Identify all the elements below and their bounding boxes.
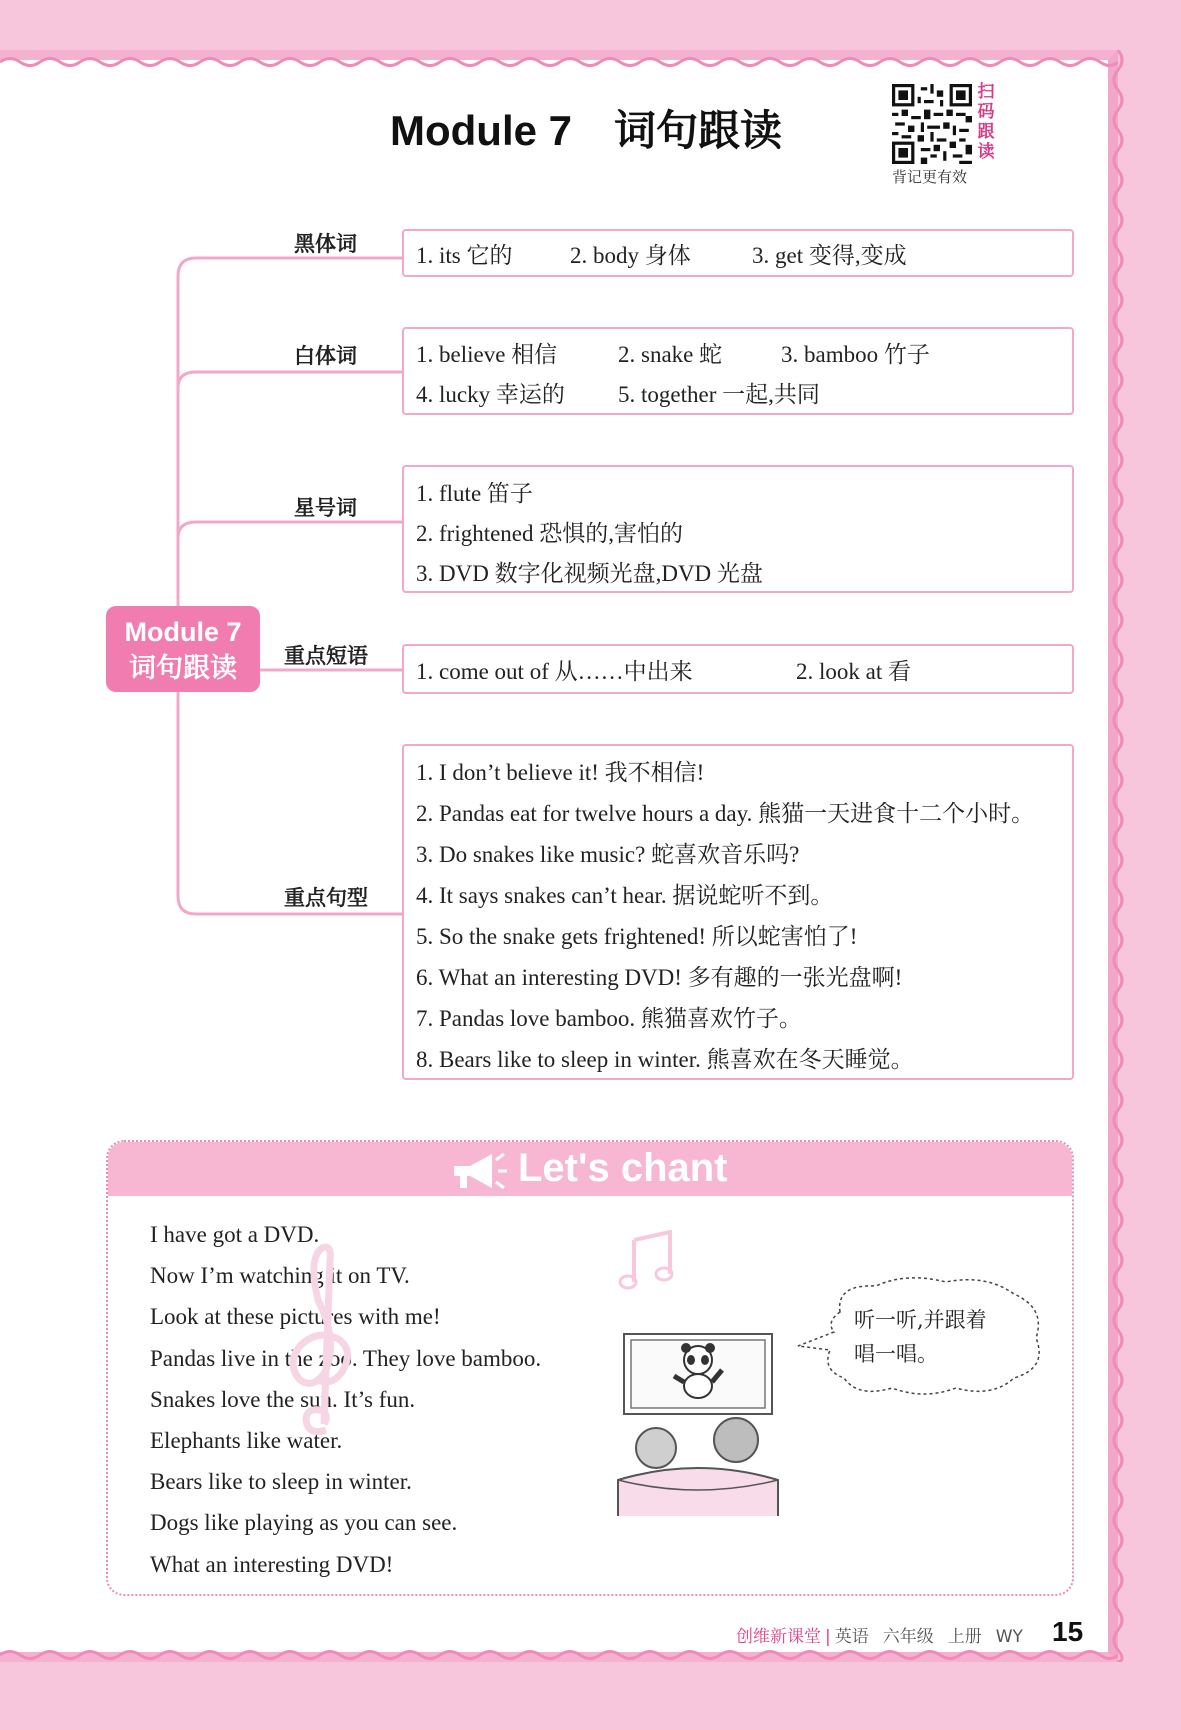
chant-line: Bears like to sleep in winter. (150, 1469, 412, 1495)
footer-subject: 英语 (834, 1627, 869, 1647)
word-item: 3. get 变得,变成 (752, 242, 907, 268)
plain-words-row (416, 372, 1060, 412)
word-item: 2. body 身体 (570, 242, 691, 268)
bubble-line: 听一听,并跟着 (854, 1308, 987, 1332)
bubble-line: 唱一唱。 (854, 1342, 938, 1366)
word-item: 2. snake 蛇 (618, 341, 723, 367)
mindmap-center (106, 606, 260, 692)
sentence-item: 2. Pandas eat for twelve hours a day. 熊猫一天进食十二个小时。 (416, 801, 1035, 826)
treble-clef-icon (278, 1240, 368, 1440)
word-item: 3. bamboo 竹子 (781, 341, 930, 367)
sentences-box (402, 744, 1074, 1080)
sentence-item: 6. What an interesting DVD! 多有趣的一张光盘啊! (416, 965, 903, 990)
chant-line: Look at these pictures with me! (150, 1304, 441, 1330)
label-plain-words: 白体词 (294, 344, 357, 368)
title-chinese: 词句跟读 (614, 107, 783, 154)
phrase-item: 1. come out of 从……中出来 (416, 658, 693, 684)
center-title-cn: 词句跟读 (129, 653, 237, 683)
sentence-item: 1. I don’t believe it! 我不相信! (416, 760, 705, 785)
phrase-item: 2. look at 看 (796, 658, 911, 684)
sentence-item: 3. Do snakes like music? 蛇喜欢音乐吗? (416, 842, 800, 867)
sentence-item: 7. Pandas love bamboo. 熊猫喜欢竹子。 (416, 1006, 802, 1031)
chant-line: Pandas live in the zoo. They love bamboo. (150, 1345, 542, 1371)
label-sentences: 重点句型 (284, 886, 368, 910)
chant-line: Snakes love the sun. It’s fun. (150, 1386, 416, 1412)
word-item: 2. frightened 恐惧的,害怕的 (416, 520, 684, 546)
word-item: 1. flute 笛子 (416, 480, 533, 506)
word-item: 1. believe 相信 (416, 341, 558, 367)
star-words-box (402, 465, 1074, 593)
chant-line: Dogs like playing as you can see. (150, 1510, 458, 1536)
qr-side-char: 扫 (977, 82, 995, 102)
qr-side-char: 码 (977, 102, 995, 122)
chant-line: I have got a DVD. (150, 1222, 320, 1247)
bold-words-row (416, 233, 1060, 273)
chant-header (108, 1142, 1072, 1196)
phrases-row (416, 649, 1060, 689)
bold-words-box (402, 229, 1074, 277)
megaphone-icon (448, 1150, 508, 1192)
footer-edition: WY (995, 1627, 1023, 1647)
sentence-item: 5. So the snake gets frightened! 所以蛇害怕了! (416, 924, 858, 949)
label-star-words: 星号词 (294, 496, 357, 520)
qr-caption: 背记更有效 (892, 168, 968, 186)
chant-line: Now I’m watching it on TV. (150, 1263, 410, 1289)
phrases-box (402, 644, 1074, 694)
chant-line: What an interesting DVD! (150, 1551, 394, 1577)
word-item: 1. its 它的 (416, 242, 513, 268)
page-number: 15 (1052, 1616, 1084, 1647)
footer-brand: 创维新课堂 (736, 1627, 821, 1647)
sentence-item: 8. Bears like to sleep in winter. 熊喜欢在冬天睡觉。 (416, 1047, 914, 1072)
chant-title: Let's chant (518, 1146, 728, 1190)
footer-volume: 上册 (947, 1627, 982, 1647)
plain-words-row (416, 332, 1060, 372)
label-bold-words: 黑体词 (294, 232, 357, 256)
page-footer (736, 1622, 1023, 1647)
footer-grade: 六年级 (882, 1627, 934, 1647)
word-item: 4. lucky 幸运的 (416, 381, 565, 407)
label-phrases: 重点短语 (284, 644, 368, 668)
watching-tv-illustration (614, 1330, 784, 1516)
music-note-icon (618, 1230, 678, 1292)
qr-side-char: 跟 (977, 122, 995, 142)
sentence-item: 4. It says snakes can’t hear. 据说蛇听不到。 (416, 883, 834, 908)
bottom-wave-border (0, 1648, 1118, 1662)
speech-bubble-text (854, 1303, 1034, 1371)
center-title-en: Module 7 (124, 617, 242, 647)
word-item: 3. DVD 数字化视频光盘,DVD 光盘 (416, 560, 763, 586)
title-english: Module 7 (390, 107, 573, 154)
footer-separator: | (825, 1627, 831, 1647)
word-item: 5. together 一起,共同 (618, 381, 820, 407)
chant-line: Elephants like water. (150, 1428, 343, 1454)
plain-words-box (402, 327, 1074, 415)
qr-side-char: 读 (977, 142, 995, 162)
